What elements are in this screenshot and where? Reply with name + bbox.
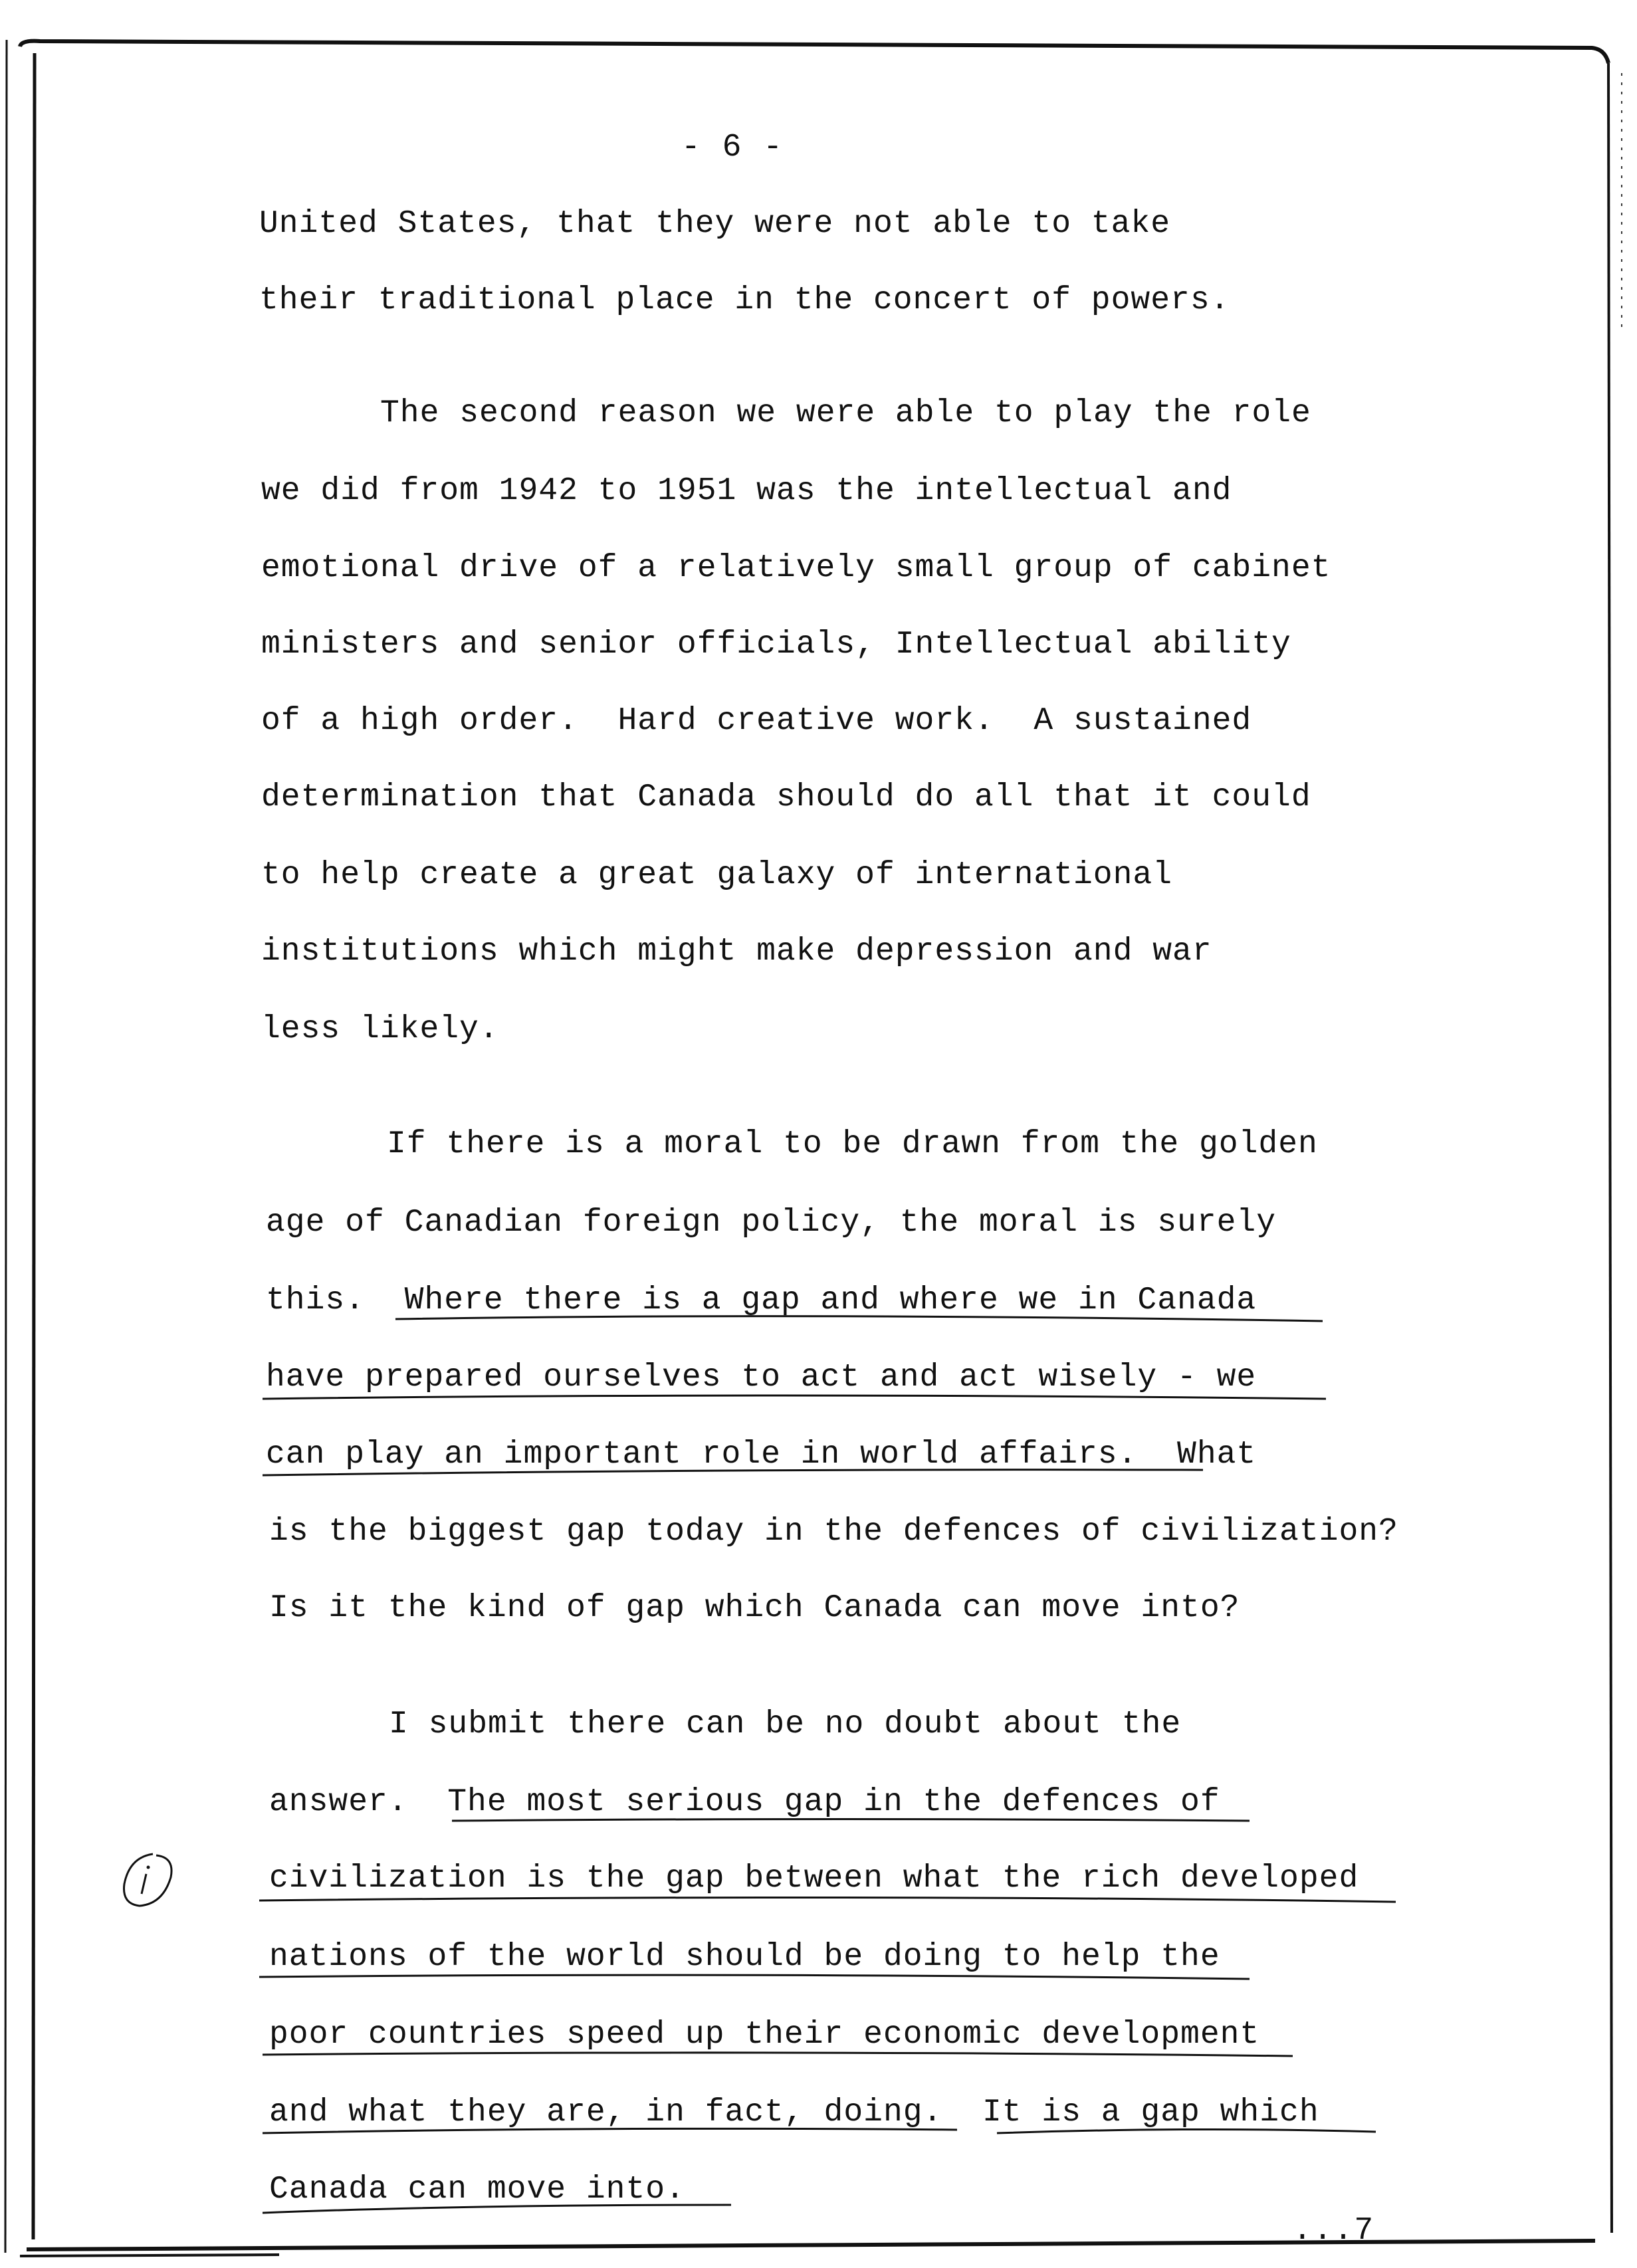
- text-line: age of Canadian foreign policy, the moral is surely: [266, 1205, 1277, 1241]
- underline: [263, 2053, 1293, 2056]
- text-line: civilization is the gap between what the rich developed: [269, 1861, 1359, 1897]
- text-line: we did from 1942 to 1951 was the intellectual and: [261, 473, 1232, 509]
- text-line: have prepared ourselves to act and act wisely - we: [266, 1360, 1257, 1395]
- underline: [259, 1975, 1250, 1979]
- text-line: If there is a moral to be drawn from the golden: [387, 1126, 1318, 1162]
- text-line: Canada can move into.: [269, 2172, 685, 2208]
- text-line: to help create a great galaxy of international: [261, 857, 1173, 893]
- text-line: and what they are, in fact, doing. It is a gap which: [269, 2095, 1319, 2130]
- text-line: poor countries speed up their economic development: [269, 2017, 1260, 2053]
- margin-note-circled-i: [116, 1847, 183, 1914]
- text-line: can play an important role in world affairs. What: [266, 1437, 1257, 1473]
- text-line: of a high order. Hard creative work. A sustained: [261, 703, 1252, 739]
- text-line: answer. The most serious gap in the defences of: [269, 1784, 1220, 1820]
- text-line: ministers and senior officials, Intellectual ability: [261, 627, 1291, 663]
- page-number: - 6 -: [681, 130, 784, 165]
- text-line: The second reason we were able to play the role: [380, 395, 1311, 431]
- text-line: determination that Canada should do all that it could: [261, 779, 1311, 815]
- text-line: Is it the kind of gap which Canada can move into?: [269, 1590, 1240, 1626]
- text-line: this. Where there is a gap and where we in Canada: [266, 1283, 1257, 1318]
- continuation-marker: ...7: [1293, 2213, 1375, 2249]
- text-line: their traditional place in the concert of powers.: [259, 282, 1230, 318]
- text-line: is the biggest gap today in the defences of civilization?: [269, 1514, 1398, 1550]
- underline: [259, 1897, 1396, 1902]
- text-line: nations of the world should be doing to help the: [269, 1939, 1220, 1975]
- underline: [263, 1395, 1326, 1399]
- text-line: emotional drive of a relatively small group of cabinet: [261, 550, 1331, 586]
- text-line: United States, that they were not able to take: [259, 206, 1171, 242]
- text-line: institutions which might make depression and war: [261, 934, 1212, 970]
- text-line: less likely.: [261, 1011, 499, 1047]
- text-line: I submit there can be no doubt about the: [389, 1706, 1182, 1742]
